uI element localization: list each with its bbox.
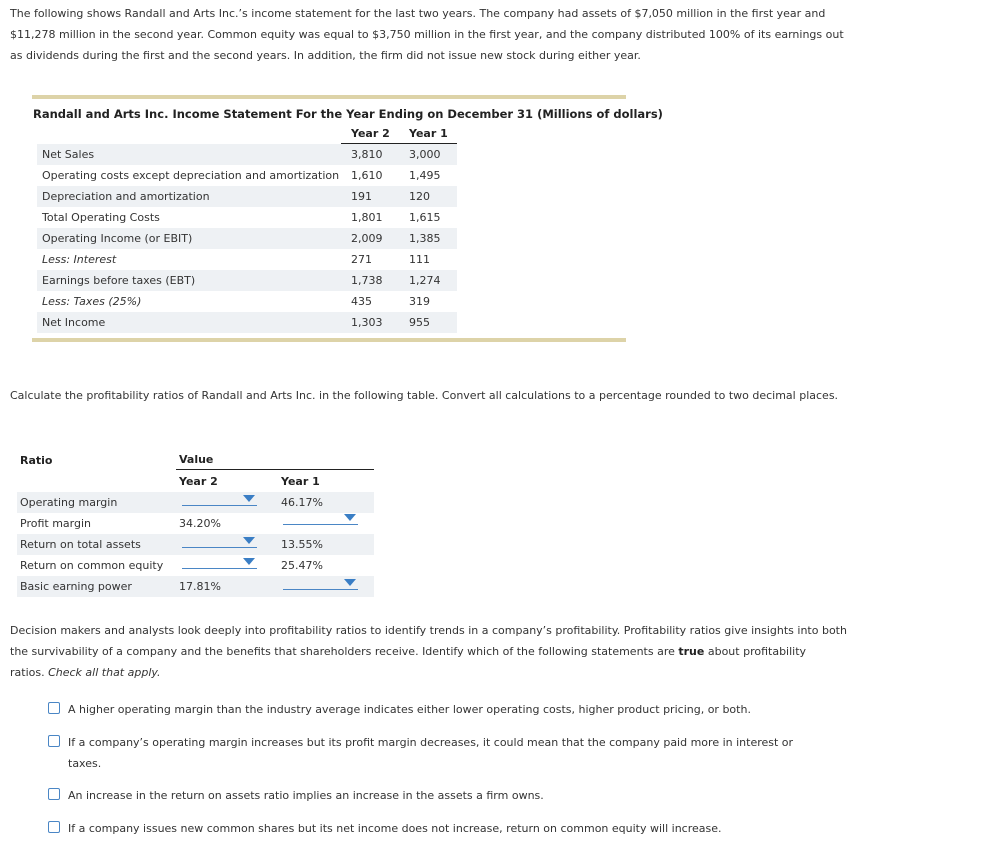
value-year2: 1,801 bbox=[351, 211, 383, 224]
intro-line: $11,278 million in the second year. Common equity was equal to $3,750 million in the first year, and the company distributed 100% of its earnings out bbox=[10, 28, 844, 41]
ratio-row-operating-margin bbox=[17, 492, 374, 513]
value-year2: 271 bbox=[351, 253, 372, 266]
value-year2: 1,738 bbox=[351, 274, 383, 287]
row-label: Return on total assets bbox=[20, 538, 141, 551]
value-year2: 1,303 bbox=[351, 316, 383, 329]
roe-year2-dropdown[interactable] bbox=[182, 555, 257, 569]
checkbox[interactable] bbox=[48, 735, 60, 747]
checkbox[interactable] bbox=[48, 821, 60, 833]
chevron-down-icon bbox=[344, 514, 356, 521]
value-year1: 3,000 bbox=[409, 148, 441, 161]
value-year2: 3,810 bbox=[351, 148, 383, 161]
header-divider bbox=[176, 469, 374, 470]
option-label: If a company’s operating margin increases but its profit margin decreases, it could mean that the company paid more in interest or bbox=[68, 736, 794, 749]
operating-margin-year2-dropdown[interactable] bbox=[182, 492, 257, 506]
option-label: taxes. bbox=[68, 757, 102, 770]
decision-text: the survivability of a company and the benefits that shareholders receive. Identify which of the following statements are bbox=[10, 645, 679, 658]
col-header-year1: Year 1 bbox=[409, 127, 448, 140]
calc-instruction: Calculate the profitability ratios of Randall and Arts Inc. in the following table. Convert all calculations to a percentage rounded to two decimal places. bbox=[10, 389, 839, 402]
row-label: Less: Interest bbox=[42, 253, 117, 266]
row-label: Operating margin bbox=[20, 496, 118, 509]
intro-line: The following shows Randall and Arts Inc.’s income statement for the last two years. The company had assets of $7,050 million in the first year and bbox=[10, 7, 826, 20]
col-header-year1: Year 1 bbox=[281, 475, 320, 488]
value-year1: 25.47% bbox=[281, 559, 323, 572]
value-year2: 435 bbox=[351, 295, 372, 308]
row-label: Operating Income (or EBIT) bbox=[42, 232, 193, 245]
chevron-down-icon bbox=[243, 495, 255, 502]
col-header-year2: Year 2 bbox=[179, 475, 218, 488]
value-year2: 17.81% bbox=[179, 580, 221, 593]
chevron-down-icon bbox=[243, 537, 255, 544]
profit-margin-year1-dropdown[interactable] bbox=[283, 511, 358, 525]
row-label: Earnings before taxes (EBT) bbox=[42, 274, 196, 287]
row-label: Operating costs except depreciation and amortization bbox=[42, 169, 340, 182]
value-year1: 1,615 bbox=[409, 211, 441, 224]
intro-line: as dividends during the first and the second years. In addition, the firm did not issue new stock during either year. bbox=[10, 49, 641, 62]
table-row bbox=[37, 270, 457, 291]
table-row bbox=[37, 186, 457, 207]
value-year2: 2,009 bbox=[351, 232, 383, 245]
chevron-down-icon bbox=[344, 579, 356, 586]
table-row bbox=[37, 249, 457, 270]
row-label: Net Income bbox=[42, 316, 106, 329]
table-row bbox=[37, 207, 457, 228]
col-header-value: Value bbox=[179, 453, 214, 466]
decision-paragraph bbox=[10, 620, 850, 683]
row-label: Net Sales bbox=[42, 148, 95, 161]
value-year2: 34.20% bbox=[179, 517, 221, 530]
option-label: An increase in the return on assets ratio implies an increase in the assets a firm owns. bbox=[68, 789, 544, 802]
table-row bbox=[37, 165, 457, 186]
col-header-year2: Year 2 bbox=[351, 127, 390, 140]
ratio-row-profit-margin bbox=[17, 513, 374, 534]
row-label: Total Operating Costs bbox=[42, 211, 160, 224]
value-year1: 1,385 bbox=[409, 232, 441, 245]
decision-emphasis: true bbox=[678, 645, 705, 658]
value-year1: 13.55% bbox=[281, 538, 323, 551]
value-year1: 955 bbox=[409, 316, 430, 329]
decision-line: Decision makers and analysts look deeply into profitability ratios to identify trends in a company’s profitability. Profitability ratios give insights into both bbox=[10, 624, 847, 637]
income-statement-bottom-border bbox=[32, 338, 626, 342]
row-label: Return on common equity bbox=[20, 559, 164, 572]
income-statement-top-border bbox=[32, 95, 626, 99]
roa-year2-dropdown[interactable] bbox=[182, 534, 257, 548]
intro-paragraph bbox=[10, 3, 845, 66]
decision-instruction: Check all that apply. bbox=[48, 666, 161, 679]
option-label: A higher operating margin than the industry average indicates either lower operating costs, higher product pricing, or both. bbox=[68, 703, 751, 716]
value-year1: 319 bbox=[409, 295, 430, 308]
ratio-row-basic-earning-power bbox=[17, 576, 374, 597]
income-statement-title: Randall and Arts Inc. Income Statement For the Year Ending on December 31 (Millions of dollars) bbox=[33, 107, 663, 121]
value-year2: 1,610 bbox=[351, 169, 383, 182]
table-row bbox=[37, 291, 457, 312]
row-label: Profit margin bbox=[20, 517, 91, 530]
value-year1: 111 bbox=[409, 253, 430, 266]
checkbox[interactable] bbox=[48, 788, 60, 800]
checkbox[interactable] bbox=[48, 702, 60, 714]
value-year1: 120 bbox=[409, 190, 430, 203]
ratio-row-return-on-common-equity bbox=[17, 555, 374, 576]
bep-year1-dropdown[interactable] bbox=[283, 576, 358, 590]
decision-line bbox=[10, 641, 850, 662]
option-label: If a company issues new common shares but its net income does not increase, return on common equity will increase. bbox=[68, 822, 722, 835]
table-row bbox=[37, 312, 457, 333]
value-year2: 191 bbox=[351, 190, 372, 203]
value-year1: 1,495 bbox=[409, 169, 441, 182]
ratio-row-return-on-total-assets bbox=[17, 534, 374, 555]
decision-text: about profitability bbox=[704, 645, 807, 658]
decision-text: ratios. bbox=[10, 666, 49, 679]
value-year1: 46.17% bbox=[281, 496, 323, 509]
value-year1: 1,274 bbox=[409, 274, 441, 287]
row-label: Depreciation and amortization bbox=[42, 190, 210, 203]
row-label: Less: Taxes (25%) bbox=[42, 295, 142, 308]
row-label: Basic earning power bbox=[20, 580, 132, 593]
decision-line bbox=[10, 662, 850, 683]
table-row bbox=[37, 144, 457, 165]
table-row bbox=[37, 228, 457, 249]
col-header-ratio: Ratio bbox=[20, 454, 53, 467]
chevron-down-icon bbox=[243, 558, 255, 565]
